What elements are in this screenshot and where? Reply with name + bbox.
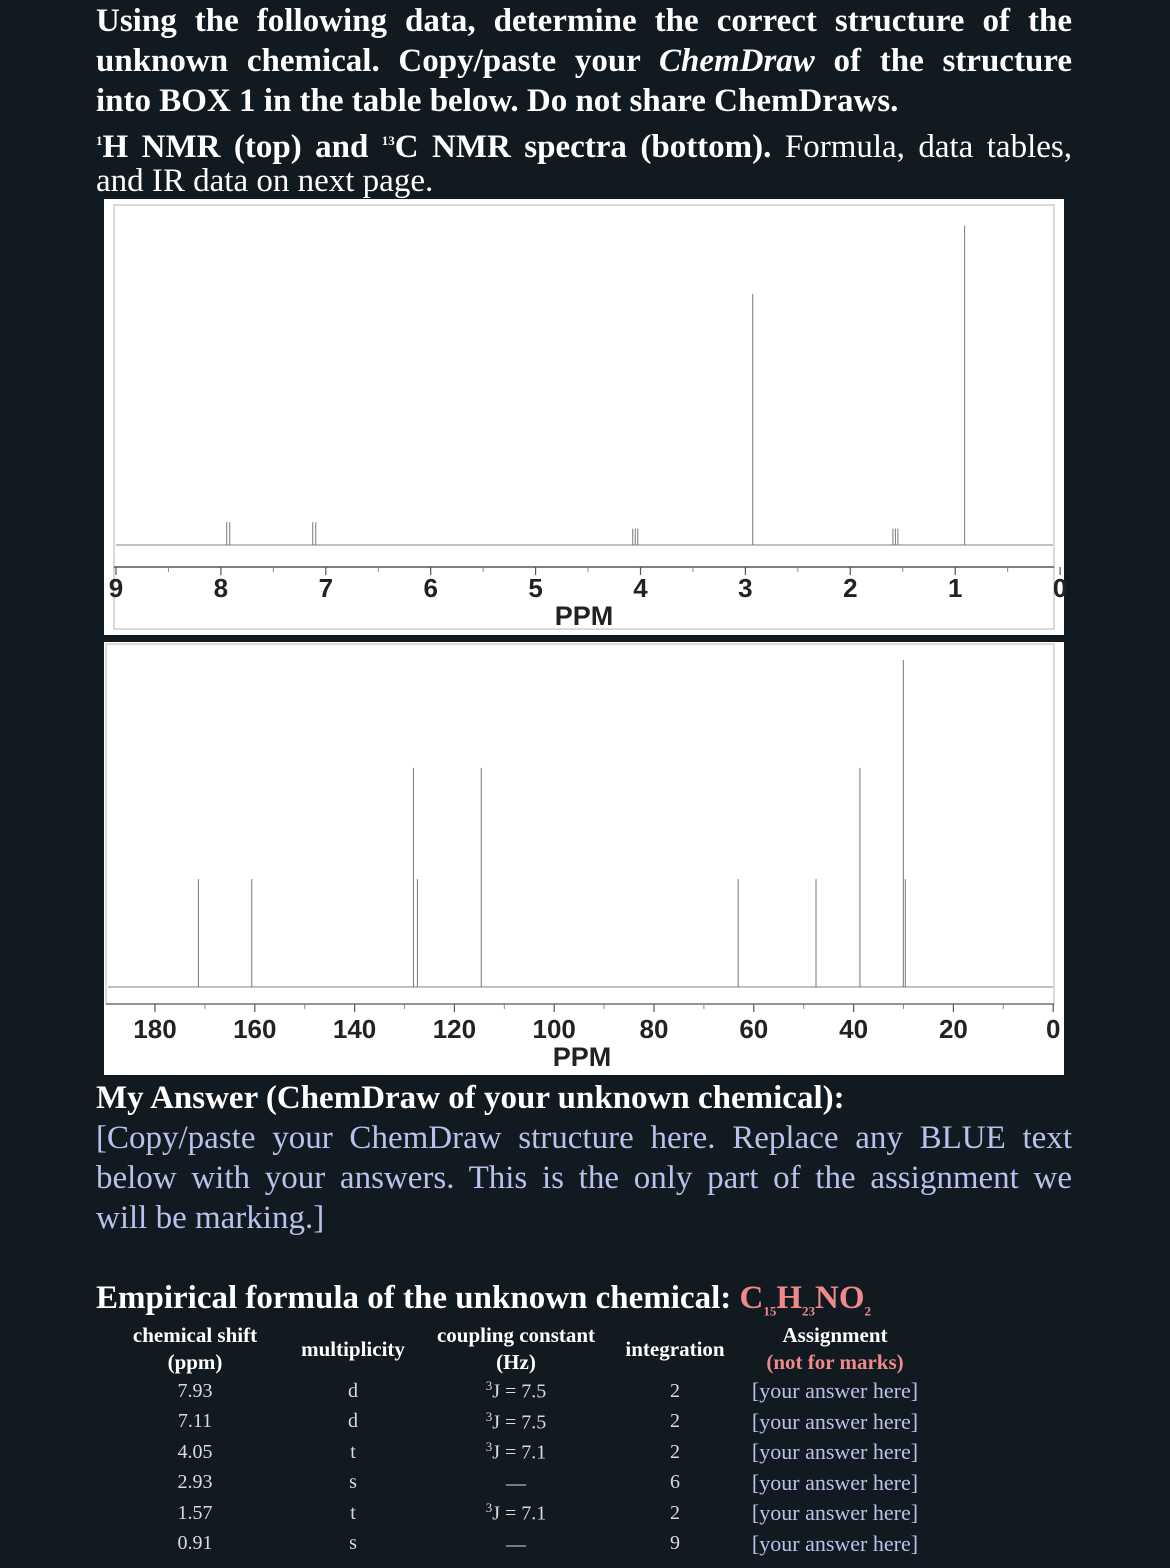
h-nmr-tick-label: 0: [1052, 573, 1068, 603]
h-nmr-tick-label: 1: [947, 573, 963, 603]
c-nmr-xlabel: PPM: [552, 1042, 612, 1072]
answer-line-2: below with your answers. This is the only part of the assignment we: [96, 1160, 1072, 1196]
cell-assignment[interactable]: [your answer here]: [751, 1439, 919, 1465]
cell-coupling: $^3$J = 7.5: [485, 1378, 547, 1404]
c-nmr-plot: [104, 642, 1064, 1075]
h-nmr-tick-label: 2: [843, 573, 858, 603]
cell-assignment[interactable]: [your answer here]: [751, 1469, 919, 1495]
header-integration: integration: [625, 1336, 725, 1361]
cell-multiplicity: d: [348, 1410, 358, 1433]
intro-line-2: unknown chemical. Copy/paste your ChemDraw of the structure: [96, 43, 1072, 79]
cell-shift: 7.11: [177, 1410, 213, 1433]
cell-multiplicity: t: [350, 1501, 356, 1524]
cell-coupling: $^3$J = 7.1: [485, 1500, 547, 1526]
cell-integration: 9: [670, 1532, 680, 1555]
table-header-row: [100, 1322, 936, 1376]
c-nmr-tick-label: 120: [432, 1014, 477, 1044]
h-nmr-frame: [114, 205, 1054, 629]
table-row: [100, 1376, 936, 1407]
cell-shift: 4.05: [177, 1440, 213, 1463]
cell-coupling: —: [506, 1533, 526, 1556]
table-row: [100, 1437, 936, 1468]
intro-line-1: Using the following data, determine the correct structure of the: [96, 3, 1072, 39]
h-nmr-tick-label: 3: [738, 573, 753, 603]
c-nmr-tick-label: 80: [639, 1014, 669, 1044]
cell-assignment[interactable]: [your answer here]: [751, 1378, 919, 1404]
cell-multiplicity: s: [349, 1471, 357, 1494]
h-nmr-peak: [893, 529, 898, 545]
cell-shift: 7.93: [177, 1379, 213, 1402]
cell-shift: 0.91: [177, 1532, 213, 1555]
c-nmr-tick-label: 140: [332, 1014, 377, 1044]
cell-coupling: —: [506, 1472, 526, 1495]
header-multiplicity: multiplicity: [301, 1336, 405, 1361]
cell-integration: 2: [670, 1440, 680, 1463]
h-nmr-spectrum: [104, 199, 1068, 635]
cell-shift: 2.93: [177, 1471, 213, 1494]
c-nmr-tick-label: 20: [938, 1014, 968, 1044]
answer-line-1: [Copy/paste your ChemDraw structure here. Replace any BLUE text: [96, 1120, 1072, 1156]
cell-coupling: $^3$J = 7.1: [485, 1439, 547, 1465]
intro-line-3: into BOX 1 in the table below. Do not share ChemDraws.: [96, 83, 899, 119]
h-nmr-xlabel: PPM: [554, 601, 614, 631]
intro-line-4: $^1$H NMR (top) and $^{13}$C NMR spectra (bottom). Formula, data tables,: [96, 129, 1072, 165]
header-chemical-shift: chemical shift (ppm): [132, 1323, 258, 1374]
h-nmr-tick-label: 7: [318, 573, 334, 603]
c-nmr-frame: [106, 644, 1054, 1004]
cell-coupling: $^3$J = 7.5: [485, 1408, 547, 1434]
h-nmr-peak: [633, 529, 638, 545]
nmr-data-table: [100, 1322, 936, 1559]
c-nmr-tick-label: 0: [1045, 1014, 1061, 1044]
h-nmr-peak: [313, 522, 316, 545]
answer-line-3: will be marking.]: [96, 1200, 325, 1236]
c-nmr-tick-label: 160: [233, 1014, 277, 1044]
h-nmr-tick-label: 6: [423, 573, 438, 603]
c-nmr-tick-label: 100: [532, 1014, 576, 1044]
cell-multiplicity: t: [350, 1440, 356, 1463]
h-nmr-tick-label: 9: [108, 573, 124, 603]
cell-integration: 2: [670, 1410, 680, 1433]
table-row: [100, 1407, 936, 1438]
h-nmr-tick-label: 8: [213, 573, 229, 603]
cell-integration: 6: [670, 1471, 680, 1494]
c-nmr-spectrum: [104, 642, 1064, 1075]
cell-assignment[interactable]: [your answer here]: [751, 1530, 919, 1556]
intro-line-5: and IR data on next page.: [96, 163, 434, 199]
cell-shift: 1.57: [177, 1501, 213, 1524]
c-nmr-tick-label: 40: [839, 1014, 869, 1044]
cell-multiplicity: d: [348, 1379, 358, 1402]
answer-heading: My Answer (ChemDraw of your unknown chemical):: [96, 1080, 845, 1116]
h-nmr-tick-label: 5: [528, 573, 543, 603]
table-row: [100, 1529, 936, 1560]
cell-assignment[interactable]: [your answer here]: [751, 1500, 919, 1526]
header-assignment: Assignment (not for marks): [766, 1323, 904, 1374]
cell-multiplicity: s: [349, 1532, 357, 1555]
cell-integration: 2: [670, 1379, 680, 1402]
c-nmr-tick-label: 60: [739, 1014, 769, 1044]
cell-assignment[interactable]: [your answer here]: [751, 1408, 919, 1434]
h-nmr-peak: [227, 522, 230, 545]
table-row: [100, 1468, 936, 1499]
header-coupling-constant: coupling constant (Hz): [436, 1323, 596, 1374]
cell-integration: 2: [670, 1501, 680, 1524]
c-nmr-tick-label: 180: [133, 1014, 177, 1044]
h-nmr-plot: [104, 199, 1068, 635]
table-row: [100, 1498, 936, 1529]
empirical-formula: Empirical formula of the unknown chemical: $C_{15}H_{23}NO_2$: [96, 1280, 871, 1319]
h-nmr-tick-label: 4: [633, 573, 648, 603]
